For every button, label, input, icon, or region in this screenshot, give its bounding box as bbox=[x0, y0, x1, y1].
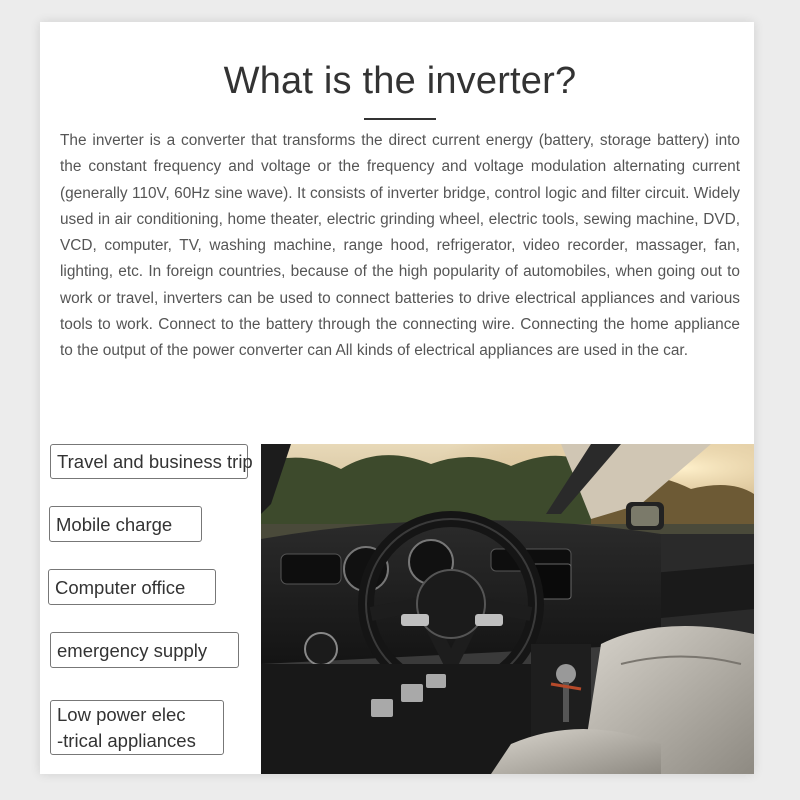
tag-low-power-appliances: Low power elec -trical appliances bbox=[50, 700, 224, 755]
title-divider bbox=[364, 118, 436, 120]
page-title: What is the inverter? bbox=[223, 60, 577, 102]
tag-travel: Travel and business trip bbox=[50, 444, 248, 479]
tag-mobile-charge: Mobile charge bbox=[49, 506, 202, 542]
tag-emergency-supply: emergency supply bbox=[50, 632, 239, 668]
tag-computer-office: Computer office bbox=[48, 569, 216, 605]
description-paragraph: The inverter is a converter that transforms the direct current energy (battery, storage battery) into the constant frequency and voltage or the frequency and voltage modulation alternating current (generally 110V, 60Hz sine wave). It consists of inverter bridge, control logic and filter circuit. Widely used in air conditioning, home theater, electric grinding wheel, electric tools, sewing machine, DVD, VCD, computer, TV, washing machine, range hood, refrigerator, video recorder, massager, fan, lighting, etc. In foreign countries, because of the high popularity of automobiles, when going out to work or travel, inverters can be used to connect batteries to drive electrical appliances and various tools to work. Connect to the battery through the connecting wire. Connecting the home appliance to the output of the power converter can All kinds of electrical appliances are used in the car. bbox=[60, 132, 740, 360]
car-interior-photo bbox=[261, 444, 754, 774]
